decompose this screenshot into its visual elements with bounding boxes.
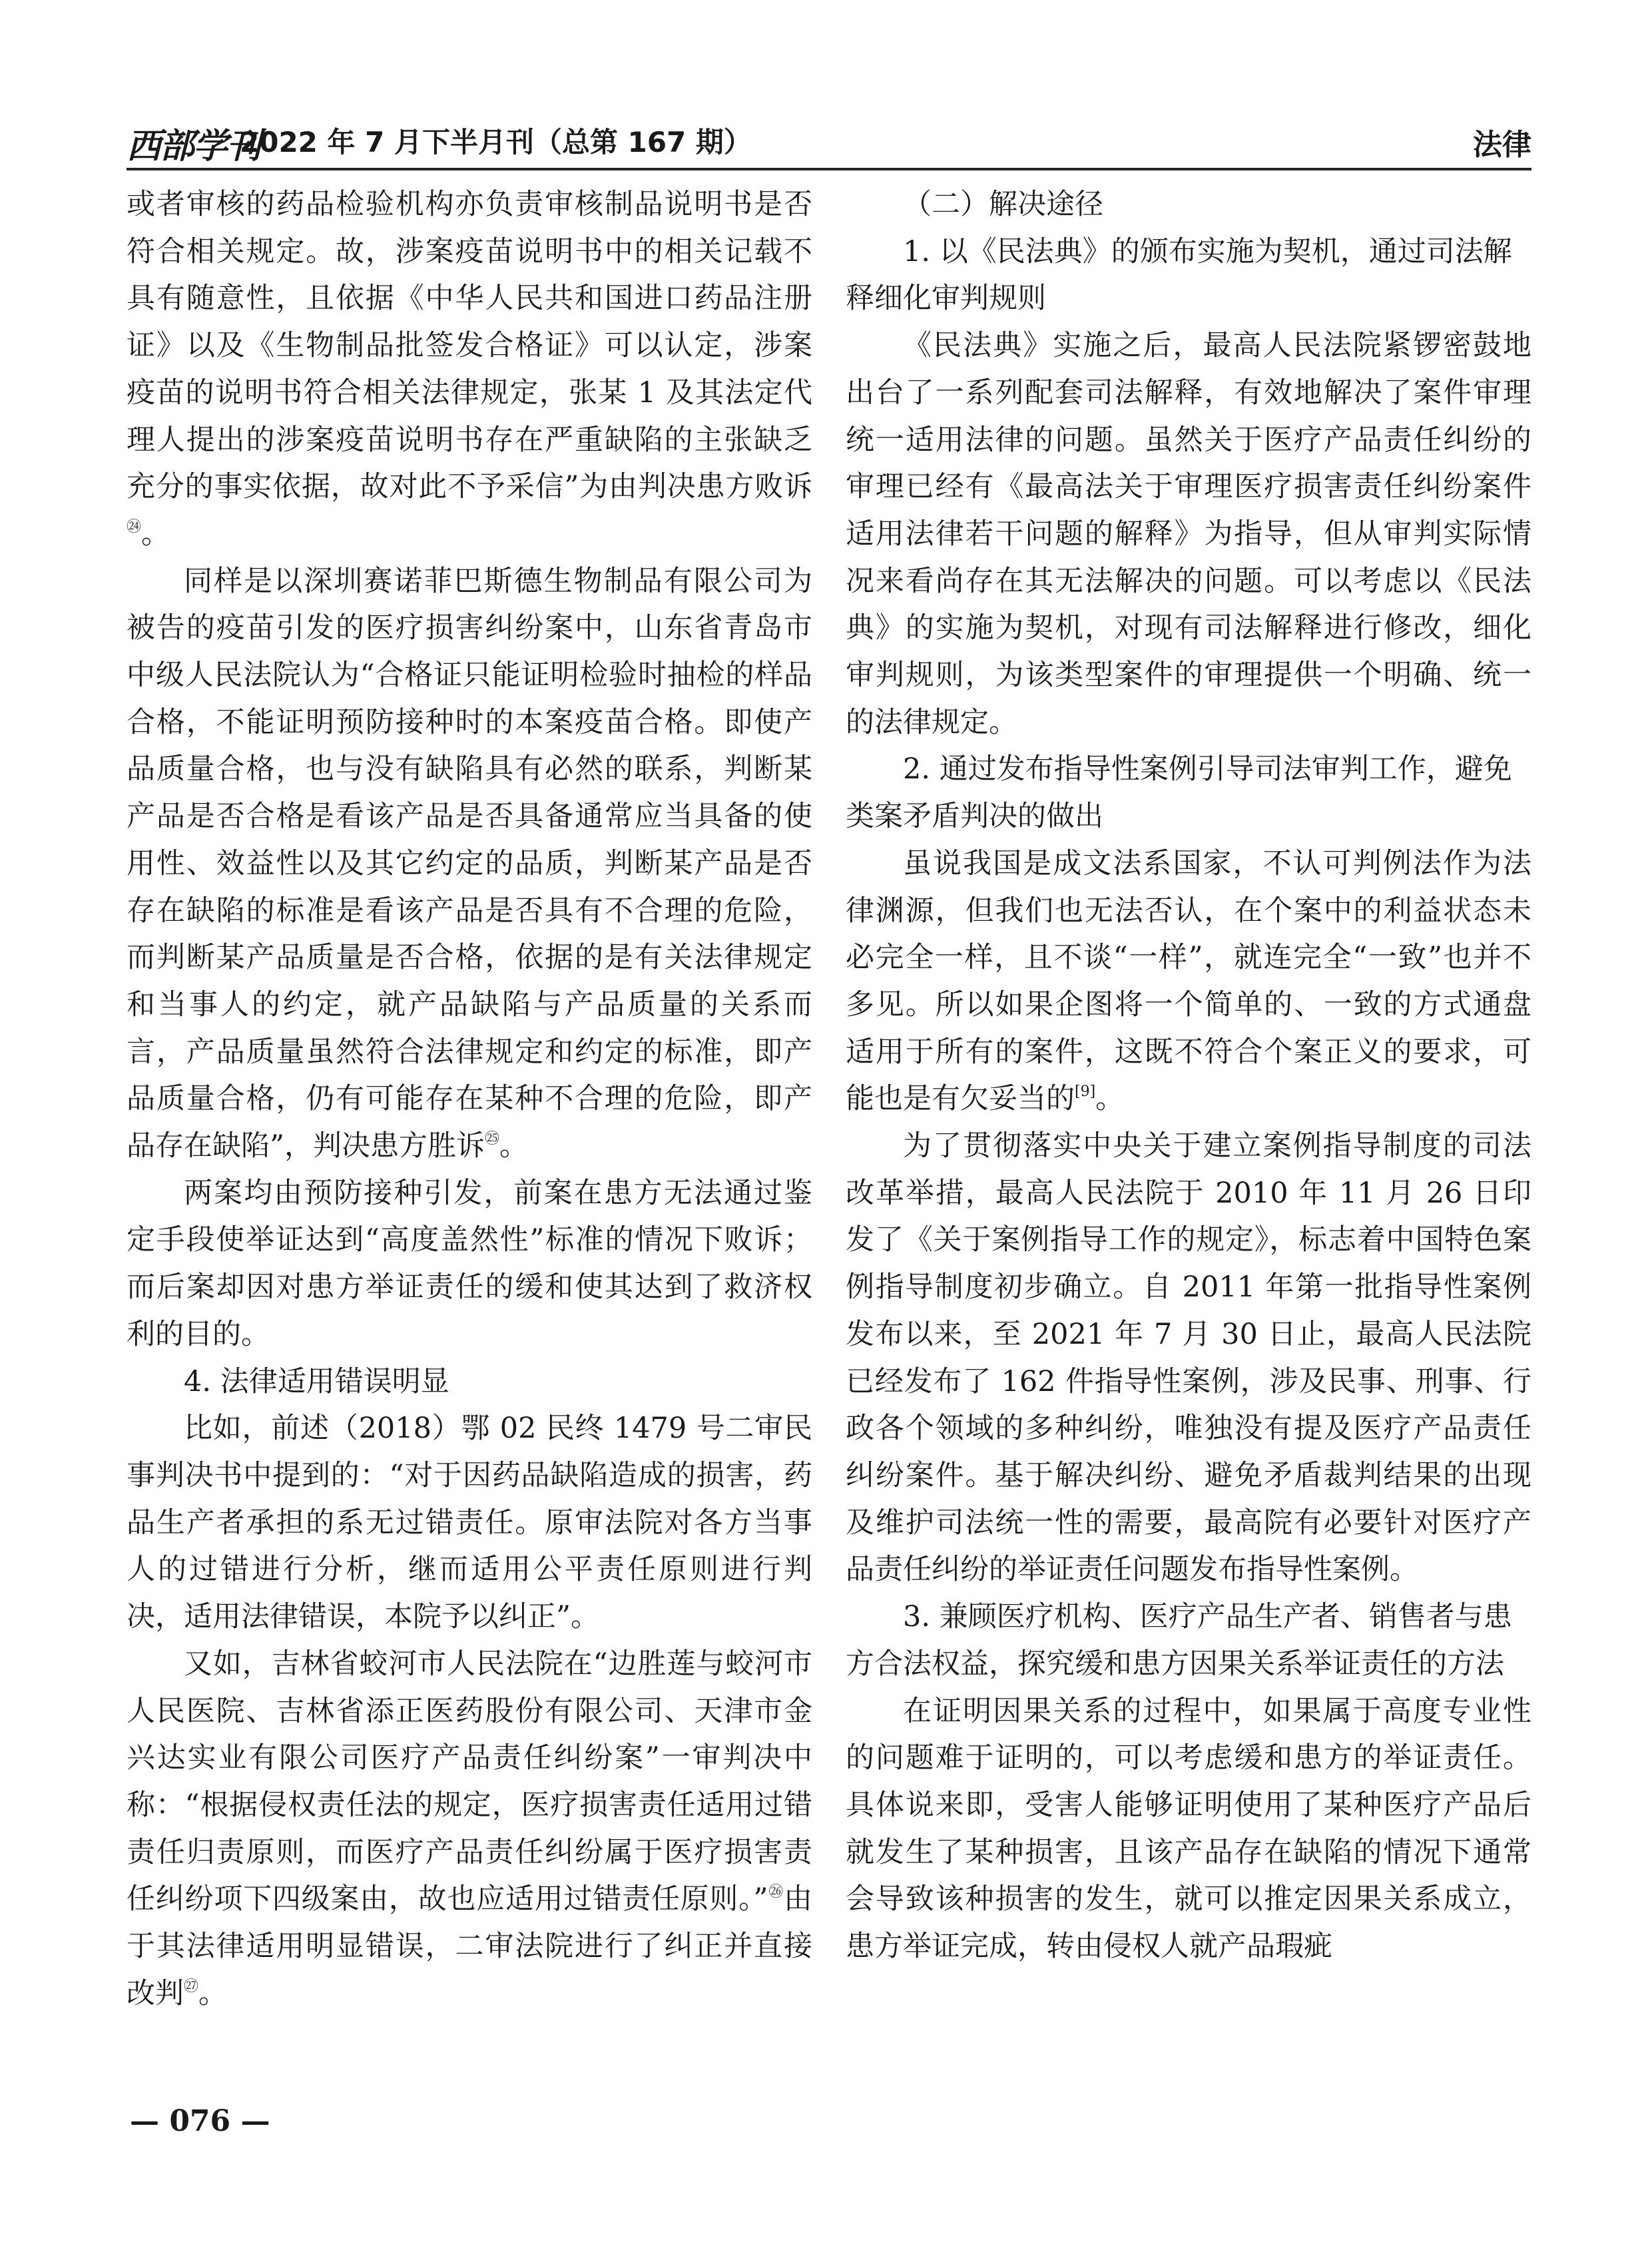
body-paragraph [846, 322, 1531, 746]
paragraph-text: 。 [141, 517, 170, 551]
paragraph-text: 。 [1095, 1082, 1125, 1116]
paragraph-text: 比如，前述（2018）鄂 02 民终 1479 号二审民事判决书中提到的：“对于因药品缺陷造成的损害，药品生产者承担的系无过错责任。原审法院对各方当事人的过错进行分析，继而适用公平责任原则进行判决，适用法律错误，本院予以纠正”。 [127, 1412, 812, 1634]
running-header [127, 117, 1531, 170]
body-paragraph [127, 1405, 812, 1641]
section-heading [846, 746, 1531, 840]
header-rule [127, 168, 1531, 170]
paragraph-text: 又如，吉林省蛟河市人民法院在“边胜莲与蛟河市人民医院、吉林省添正医药股份有限公司、天津市金兴达实业有限公司医疗产品责任纠纷案”一审判决中称：“根据侵权责任法的规定，医疗损害责任适用过错责任归责原则，而医疗产品责任纠纷属于医疗损害责任纠纷项下四级案由，故也应适用过错责任原则。” [127, 1647, 812, 1916]
paragraph-text: 由于其法律适用明显错误，二审法院进行了纠正并直接改判 [127, 1882, 812, 2010]
paragraph-text: 在证明因果关系的过程中，如果属于高度专业性的问题难于证明的，可以考虑缓和患方的举证责任。具体说来即，受害人能够证明使用了某种医疗产品后就发生了某种损害，且该产品存在缺陷的情况下通常会导致该种损害的发生，就可以推定因果关系成立，患方举证完成，转由侵权人就产品瑕疵 [846, 1694, 1531, 1964]
paragraph-text: 3. 兼顾医疗机构、医疗产品生产者、销售者与患方合法权益，探究缓和患方因果关系举证责任的方法 [846, 1600, 1512, 1681]
issue-info: 2022 年 7 月下半月刊（总第 167 期） [240, 126, 752, 158]
footnote-marker: [9] [1075, 1083, 1096, 1101]
body-paragraph [846, 1123, 1531, 1593]
body-paragraph [127, 181, 812, 558]
paragraph-text: （二）解决途径 [903, 188, 1103, 221]
body-paragraph [846, 1688, 1531, 1970]
footnote-marker: ㉕ [484, 1131, 499, 1148]
body-paragraph [127, 1641, 812, 2018]
paragraph-text: 两案均由预防接种引发，前案在患方无法通过鉴定手段使举证达到“高度盖然性”标准的情况下败诉；而后案却因对患方举证责任的缓和使其达到了救济权利的目的。 [127, 1176, 812, 1351]
journal-name: 西部学刊 [127, 126, 260, 166]
paragraph-text: 2. 通过发布指导性案例引导司法审判工作，避免类案矛盾判决的做出 [846, 752, 1512, 834]
section-heading [846, 1593, 1531, 1687]
paragraph-text: 为了贯彻落实中央关于建立案例指导制度的司法改革举措，最高人民法院于 2010 年 11 月 26 日印发了《关于案例指导工作的规定》，标志着中国特色案例指导制度初步确立。自 2011 年第一批指导性案例发布以来，至 2021 年 7 月 30 日止，最高人民法院已经发布了 162 件指导性案例，涉及民事、刑事、行政各个领域的多种纠纷，唯独没有提及医疗产品责任纠纷案件。基于解决纠纷、避免矛盾裁判结果的出现及维护司法统一性的需要，最高院有必要针对医疗产品责任纠纷的举证责任问题发布指导性案例。 [846, 1129, 1531, 1587]
paragraph-text: 《民法典》实施之后，最高人民法院紧锣密鼓地出台了一系列配套司法解释，有效地解决了案件审理统一适用法律的问题。虽然关于医疗产品责任纠纷的审理已经有《最高法关于审理医疗损害责任纠纷案件适用法律若干问题的解释》为指导，但从审判实际情况来看尚存在其无法解决的问题。可以考虑以《民法典》的实施为契机，对现有司法解释进行修改，细化审判规则，为该类型案件的审理提供一个明确、统一的法律规定。 [846, 329, 1531, 739]
footnote-marker: ㉖ [768, 1884, 784, 1901]
footnote-marker: ㉔ [127, 518, 142, 535]
section-label: 法律 [1473, 128, 1531, 162]
paragraph-text: 。 [499, 1129, 528, 1163]
body-paragraph [127, 1170, 812, 1358]
section-heading [127, 1358, 812, 1406]
paragraph-text: 。 [198, 1976, 228, 2010]
paragraph-text: 1. 以《民法典》的颁布实施为契机，通过司法解释细化审判规则 [846, 234, 1512, 316]
paragraph-text: 或者审核的药品检验机构亦负责审核制品说明书是否符合相关规定。故，涉案疫苗说明书中的相关记载不具有随意性，且依据《中华人民共和国进口药品注册证》以及《生物制品批签发合格证》可以认定，涉案疫苗的说明书符合相关法律规定，张某 1 及其法定代理人提出的涉案疫苗说明书存在严重缺陷的主张缺乏充分的事实依据，故对此不予采信”为由判决患方败诉 [127, 188, 812, 504]
paragraph-text: 虽说我国是成文法系国家，不认可判例法作为法律渊源，但我们也无法否认，在个案中的利益状态未必完全一样，且不谈“一样”，就连完全“一致”也并不多见。所以如果企图将一个简单的、一致的方式通盘适用于所有的案件，这既不符合个案正义的要求，可能也是有欠妥当的 [846, 846, 1531, 1116]
section-heading [846, 181, 1531, 228]
paragraph-text: 4. 法律适用错误明显 [184, 1364, 449, 1398]
right-column [846, 181, 1531, 1970]
footnote-marker: ㉗ [184, 1978, 199, 1995]
body-paragraph [127, 558, 812, 1170]
page-number: — 076 — [130, 2104, 270, 2138]
left-column [127, 181, 812, 2017]
body-paragraph [846, 840, 1531, 1123]
section-heading [846, 228, 1531, 322]
paragraph-text: 同样是以深圳赛诺菲巴斯德生物制品有限公司为被告的疫苗引发的医疗损害纠纷案中，山东省青岛市中级人民法院认为“合格证只能证明检验时抽检的样品合格，不能证明预防接种时的本案疫苗合格。即使产品质量合格，也与没有缺陷具有必然的联系，判断某产品是否合格是看该产品是否具备通常应当具备的使用性、效益性以及其它约定的品质，判断某产品是否存在缺陷的标准是看该产品是否具有不合理的危险，而判断某产品质量是否合格，依据的是有关法律规定和当事人的约定，就产品缺陷与产品质量的关系而言，产品质量虽然符合法律规定和约定的标准，即产品质量合格，仍有可能存在某种不合理的危险，即产品存在缺陷”，判决患方胜诉 [127, 564, 812, 1163]
